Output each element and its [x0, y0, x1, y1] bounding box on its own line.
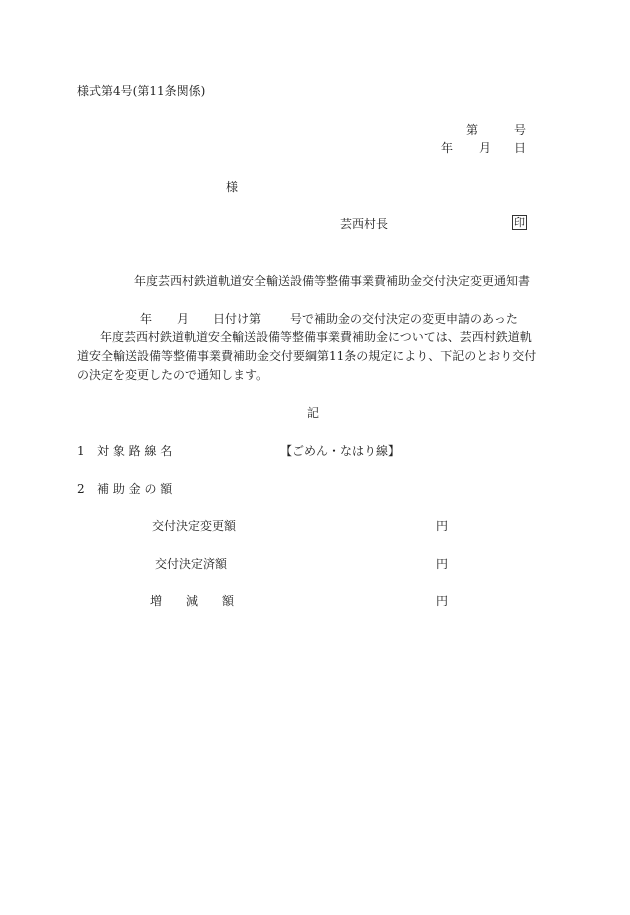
amount-unit: 円 — [436, 557, 449, 571]
amount-label: 増 減 額 — [150, 594, 235, 608]
body-line1-year: 年 — [140, 312, 153, 326]
amount-unit: 円 — [436, 519, 449, 533]
date-month: 月 — [479, 141, 492, 155]
document-number-prefix: 第 — [466, 123, 479, 137]
item2-number: 2 — [77, 482, 85, 496]
seal-mark: 印 — [514, 216, 525, 229]
addressee-suffix: 様 — [226, 180, 239, 194]
body-line1-month: 月 — [177, 312, 190, 326]
item1-number: 1 — [77, 444, 85, 458]
document-number-suffix: 号 — [514, 123, 527, 137]
item1-value: 【ごめん・なはり線】 — [280, 444, 401, 458]
body-line2: 年度芸西村鉄道軌道安全輸送設備等整備事業費補助金については、芸西村鉄道軌 — [100, 330, 532, 344]
amount-label: 交付決定変更額 — [152, 519, 237, 533]
item1-label: 対 象 路 線 名 — [97, 444, 173, 458]
body-line4: の決定を変更したので通知します。 — [77, 368, 269, 382]
document-title: 年度芸西村鉄道軌道安全輸送設備等整備事業費補助金交付決定変更通知書 — [134, 274, 531, 288]
date-year: 年 — [441, 141, 454, 155]
item2-label: 補 助 金 の 額 — [97, 482, 173, 496]
body-line1-rest: 号で補助金の交付決定の変更申請のあった — [290, 312, 518, 326]
ki-heading: 記 — [307, 406, 320, 420]
amount-unit: 円 — [436, 594, 449, 608]
body-line3: 道安全輸送設備等整備事業費補助金交付要綱第11条の規定により、下記のとおり交付 — [77, 349, 537, 363]
form-label: 様式第4号(第11条関係) — [77, 84, 206, 98]
issuer-name: 芸西村長 — [340, 217, 389, 231]
body-line1-date: 日付け第 — [213, 312, 262, 326]
amount-label: 交付決定済額 — [155, 557, 228, 571]
date-day: 日 — [514, 141, 527, 155]
